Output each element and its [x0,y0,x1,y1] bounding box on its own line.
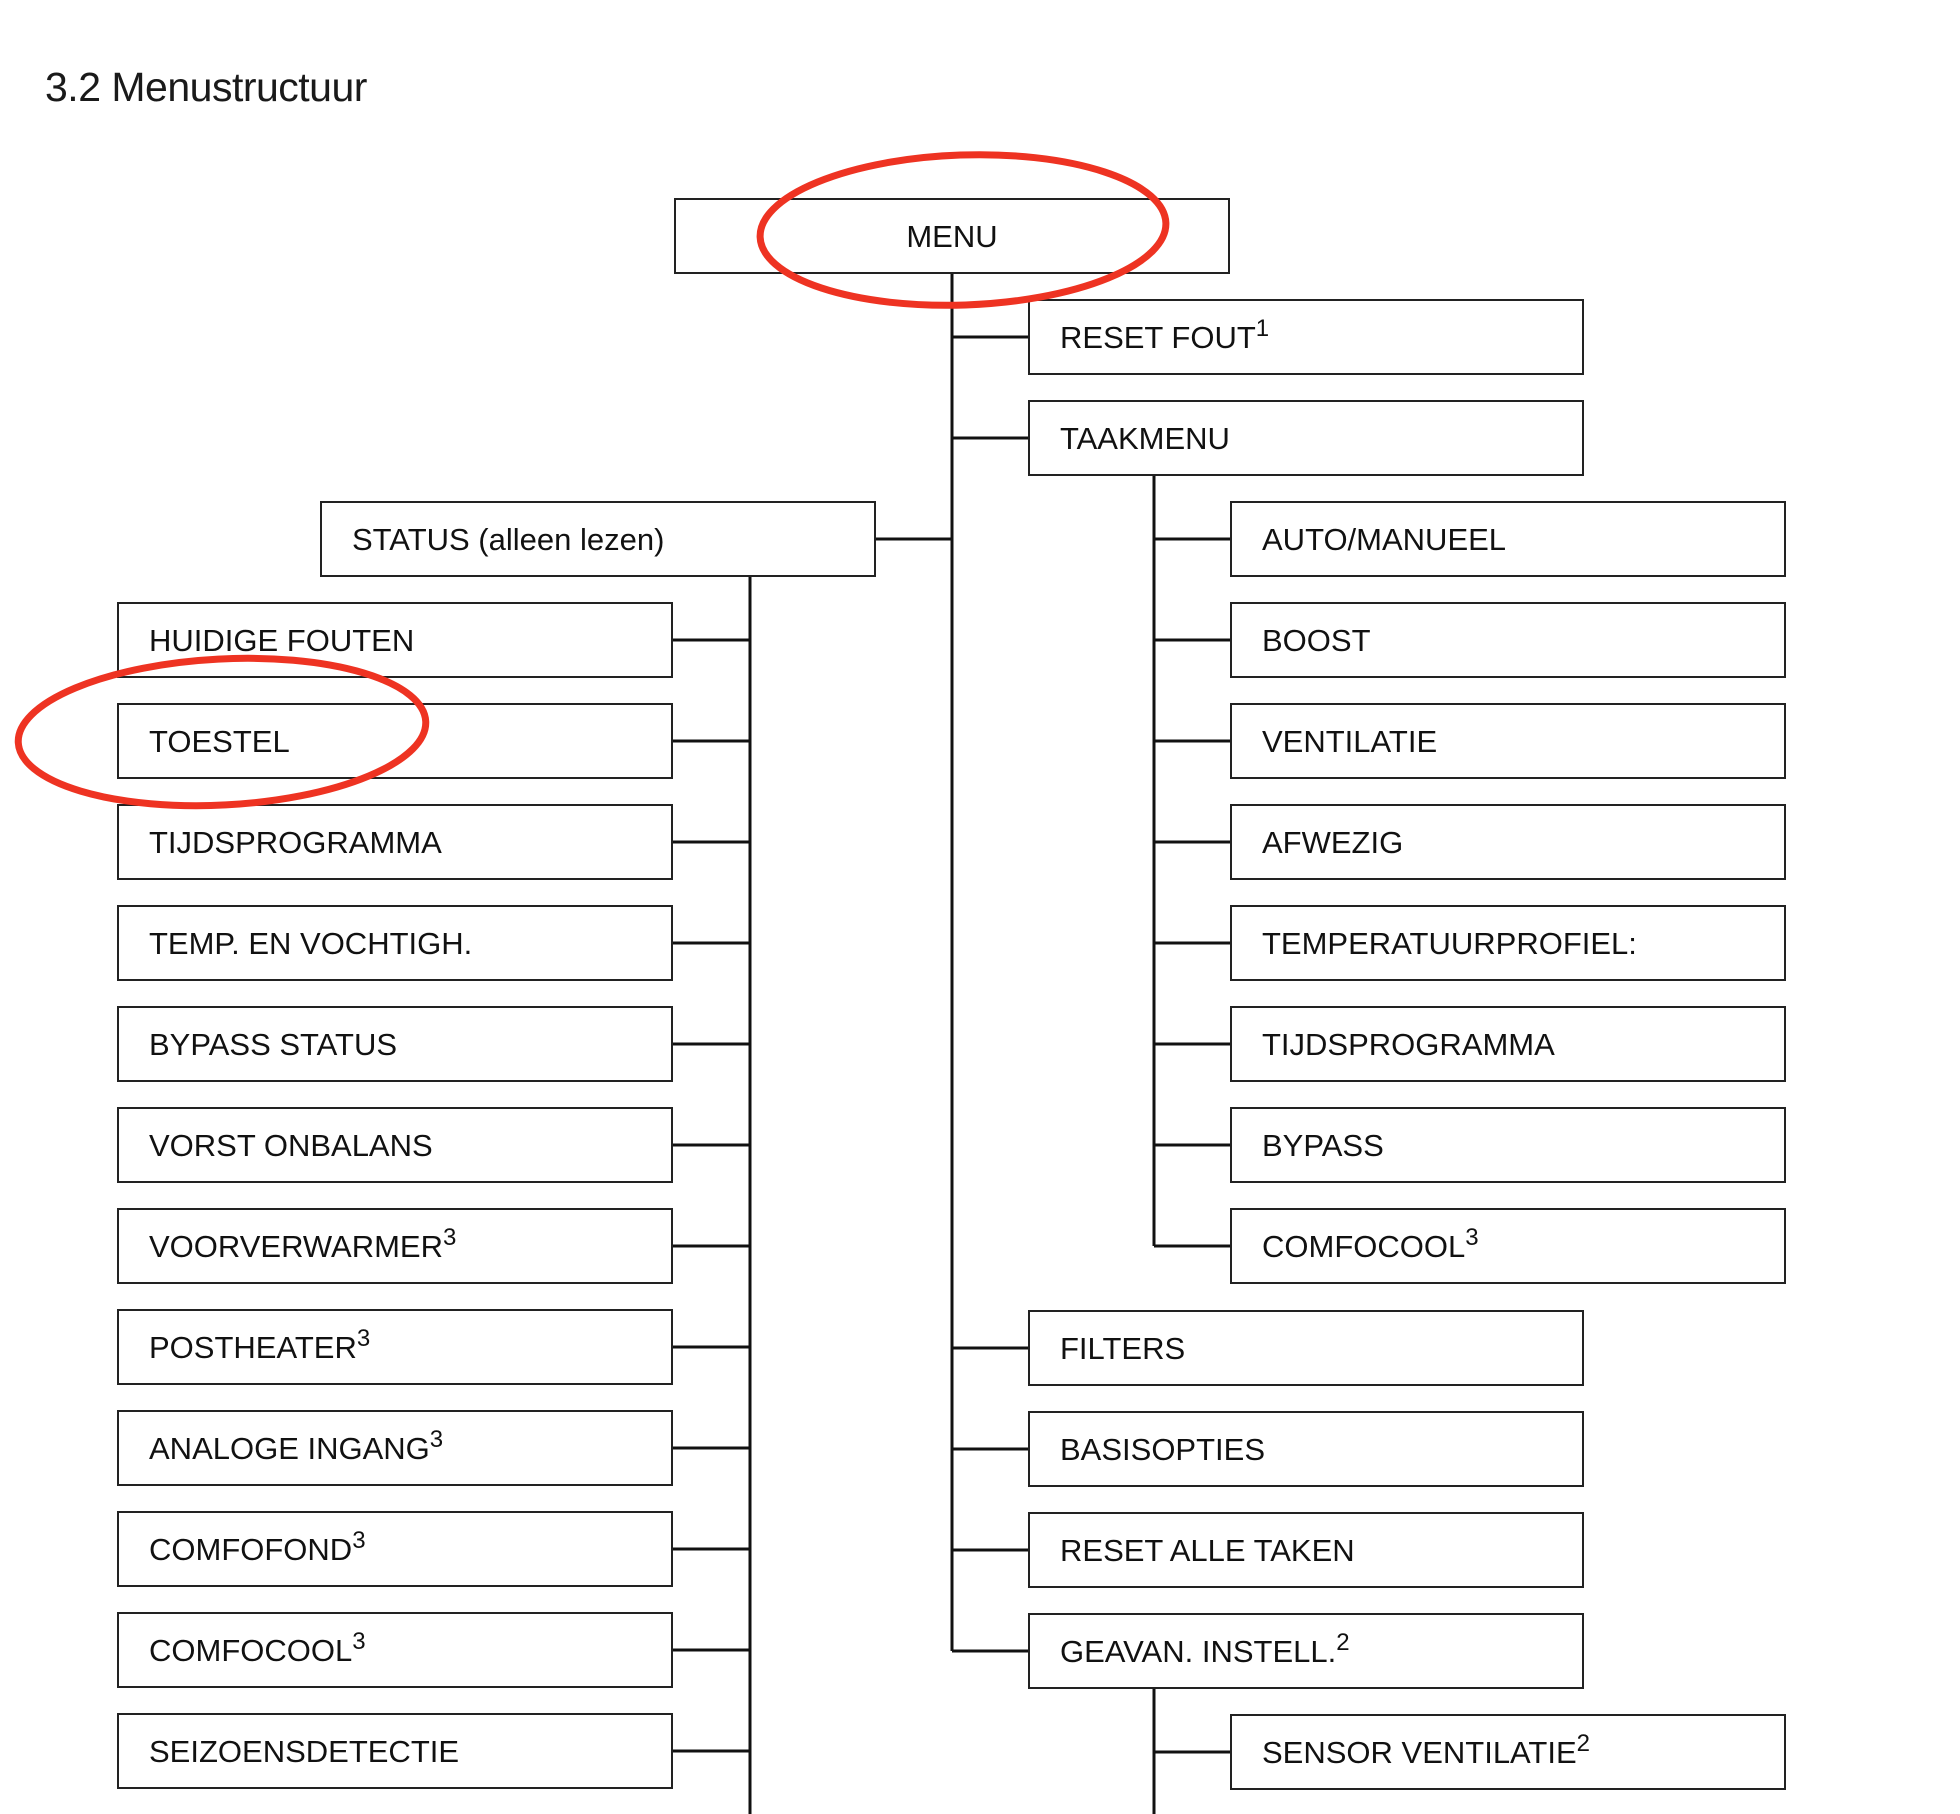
node-label-vorst-onbalans: VORST ONBALANS [149,1128,433,1163]
node-label-analoge-ingang: ANALOGE INGANG$^3$ [149,1426,444,1466]
node-postheater[interactable] [118,1310,672,1384]
node-seizoensdetectie[interactable] [118,1714,672,1788]
footnote-marker: 3 [356,1325,371,1352]
node-reset-alle-taken[interactable] [1029,1513,1583,1587]
node-temp-en-vochtigh[interactable] [118,906,672,980]
node-label-tijdsprogramma-status: TIJDSPROGRAMMA [149,825,442,860]
node-basisopties[interactable] [1029,1412,1583,1486]
node-toestel[interactable] [118,704,672,778]
node-label-bypass-status: BYPASS STATUS [149,1027,398,1062]
node-label-reset-alle-taken: RESET ALLE TAKEN [1060,1533,1355,1568]
footnote-marker: 3 [442,1224,457,1251]
node-label-comfocool-status: COMFOCOOL$^3$ [149,1628,366,1668]
node-auto-manueel[interactable] [1231,502,1785,576]
node-label-temp-en-vochtigh: TEMP. EN VOCHTIGH. [149,926,473,961]
node-temperatuurprofiel[interactable] [1231,906,1785,980]
node-huidige-fouten[interactable] [118,603,672,677]
node-label-auto-manueel: AUTO/MANUEEL [1262,522,1507,557]
node-label-afwezig: AFWEZIG [1262,825,1404,860]
node-label-ventilatie: VENTILATIE [1262,724,1438,759]
node-voorverwarmer[interactable] [118,1209,672,1283]
node-label-tijdsprogramma-taak: TIJDSPROGRAMMA [1262,1027,1555,1062]
footnote-marker: 3 [429,1426,444,1453]
node-label-status: STATUS (alleen lezen) [352,522,665,557]
node-label-comfocool-taak: COMFOCOOL$^3$ [1262,1224,1479,1264]
node-bypass-status[interactable] [118,1007,672,1081]
node-label-reset-fout: RESET FOUT$^1$ [1060,315,1270,355]
node-label-comfofond: COMFOFOND$^3$ [149,1527,366,1567]
node-label-seizoensdetectie: SEIZOENSDETECTIE [149,1734,460,1769]
node-status[interactable] [321,502,875,576]
node-label-huidige-fouten: HUIDIGE FOUTEN [149,623,415,658]
node-reset-fout[interactable] [1029,300,1583,374]
node-label-filters: FILTERS [1060,1331,1186,1366]
node-boost[interactable] [1231,603,1785,677]
node-comfocool-taak[interactable] [1231,1209,1785,1283]
node-label-temperatuurprofiel: TEMPERATUURPROFIEL: [1262,926,1637,961]
node-label-bypass: BYPASS [1262,1128,1384,1163]
node-ventilatie[interactable] [1231,704,1785,778]
node-label-taakmenu: TAAKMENU [1060,421,1230,456]
node-geavan-instell[interactable] [1029,1614,1583,1688]
node-analoge-ingang[interactable] [118,1411,672,1485]
node-label-toestel: TOESTEL [149,724,290,759]
node-tijdsprogramma-status[interactable] [118,805,672,879]
node-label-voorverwarmer: VOORVERWARMER$^3$ [149,1224,457,1264]
footnote-marker: 3 [1465,1224,1479,1251]
node-label-postheater: POSTHEATER$^3$ [149,1325,371,1365]
node-filters[interactable] [1029,1311,1583,1385]
node-sensor-ventilatie[interactable] [1231,1715,1785,1789]
footnote-marker: 1 [1255,315,1270,342]
node-label-boost: BOOST [1262,623,1371,658]
node-tijdsprogramma-taak[interactable] [1231,1007,1785,1081]
node-comfofond[interactable] [118,1512,672,1586]
page-title: 3.2 Menustructuur [45,64,367,110]
node-label-sensor-ventilatie: SENSOR VENTILATIE$^2$ [1262,1730,1591,1770]
node-taakmenu[interactable] [1029,401,1583,475]
node-label-basisopties: BASISOPTIES [1060,1432,1266,1467]
footnote-marker: 2 [1336,1629,1350,1656]
footnote-marker: 3 [352,1628,366,1655]
node-label-menu: MENU [906,219,998,254]
node-vorst-onbalans[interactable] [118,1108,672,1182]
footnote-marker: 3 [352,1527,366,1554]
footnote-marker: 2 [1576,1730,1591,1757]
node-comfocool-status[interactable] [118,1613,672,1687]
node-bypass[interactable] [1231,1108,1785,1182]
node-afwezig[interactable] [1231,805,1785,879]
node-label-geavan-instell: GEAVAN. INSTELL.$^2$ [1060,1629,1350,1669]
